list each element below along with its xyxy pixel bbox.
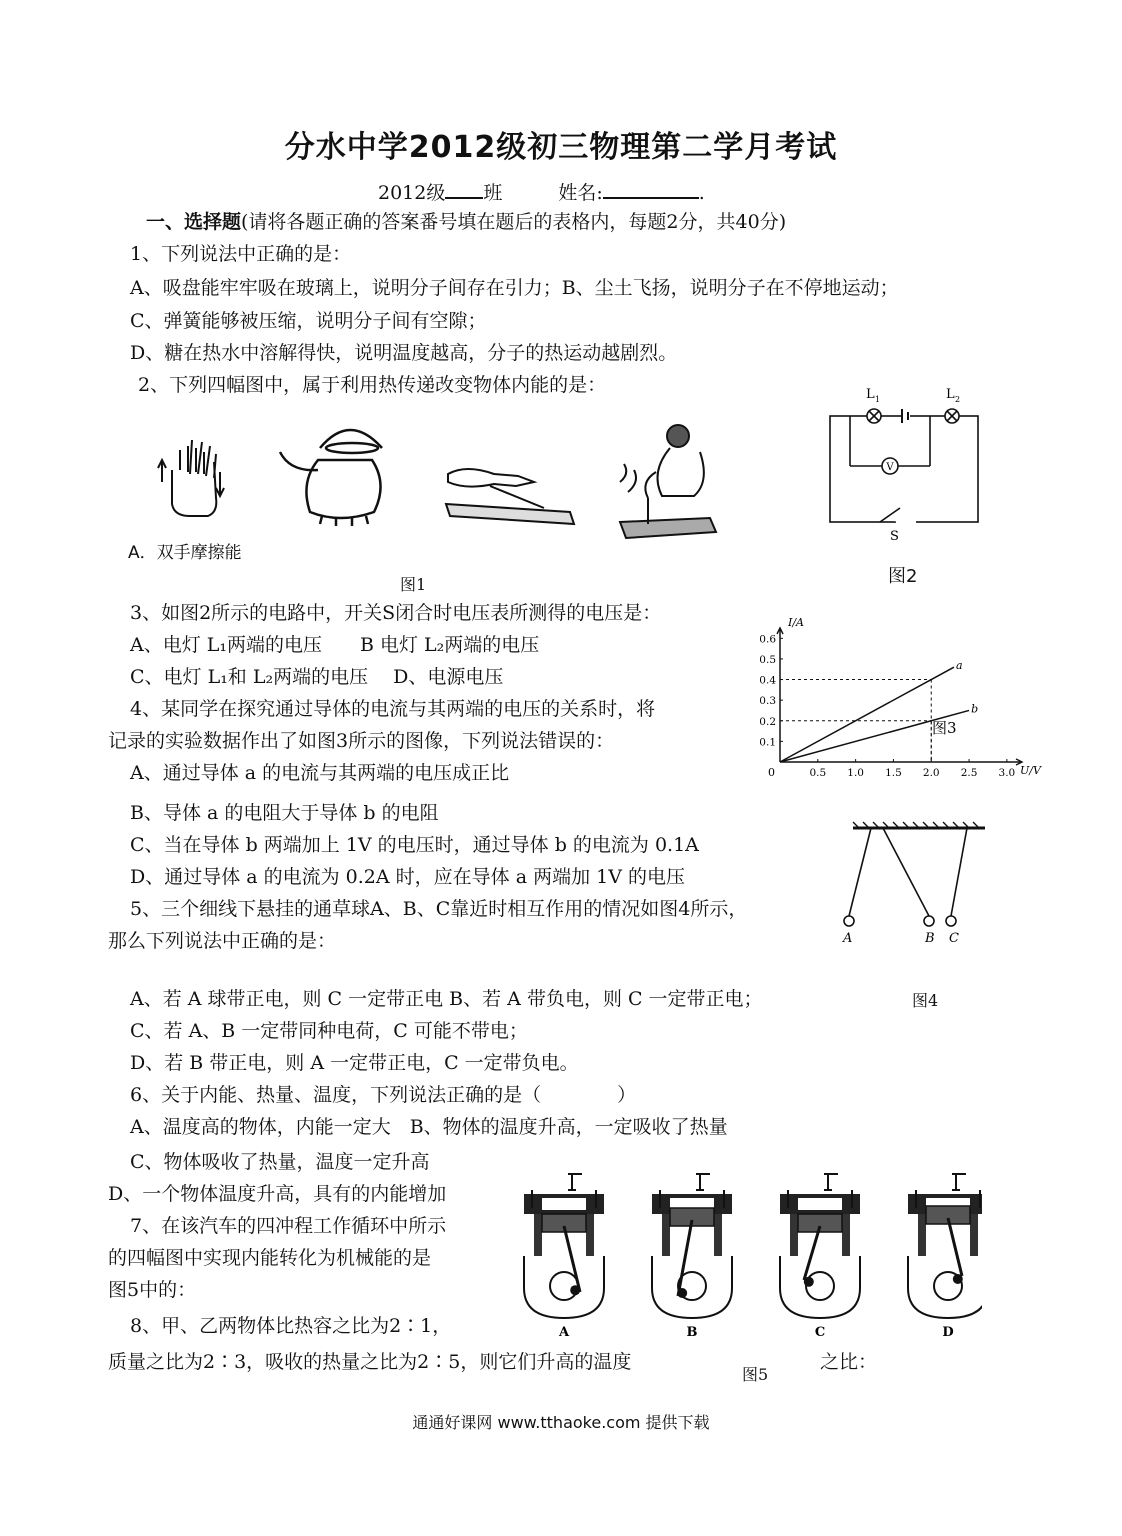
q4-option-a: A、通过导体 a 的电流与其两端的电压成正比	[130, 762, 510, 784]
q7-line-2: 的四幅图中实现内能转化为机械能的是	[108, 1247, 432, 1269]
lamp-l1-label: L	[866, 387, 875, 402]
q5-stem-2: 那么下列说法中正确的是：	[108, 930, 337, 952]
q7-line-3: 图5中的：	[108, 1279, 197, 1301]
figure-3-iu-graph	[758, 612, 1050, 787]
name-label: 姓名:	[558, 182, 603, 204]
engine-label-b: B	[686, 1325, 698, 1340]
fig3-caption: 图3	[932, 719, 957, 737]
q6-stem: 6、关于内能、热量、温度，下列说法正确的是（ ）	[130, 1084, 637, 1106]
chart-x-axis-label: U/V	[1020, 764, 1041, 777]
chart-x-tick-label: 1.5	[885, 767, 902, 779]
ball-b-icon	[924, 916, 934, 926]
q1-option-c: C、弹簧能够被压缩，说明分子间有空隙；	[130, 310, 487, 332]
chart-y-tick-label: 0.5	[759, 653, 776, 666]
switch-label: S	[890, 529, 899, 540]
ball-a-label: A	[843, 931, 853, 946]
fig4-caption: 图4	[912, 991, 939, 1010]
q3-options-cd: C、电灯 L₁和 L₂两端的电压 D、电源电压	[130, 666, 504, 688]
fig5-caption: 图5	[742, 1365, 769, 1384]
q1-stem: 1、下列说法中正确的是：	[130, 243, 352, 265]
class-label: 班	[483, 182, 503, 204]
figure-5-engine-strokes	[512, 1168, 982, 1340]
chart-x-tick-label: 1.0	[847, 767, 864, 779]
chart-y-tick-label: 0.1	[759, 736, 776, 749]
chart-x-tick-label: 3.0	[998, 767, 1016, 779]
q5-options-ab: A、若 A 球带正电，则 C 一定带正电 B、若 A 带负电，则 C 一定带正电；	[130, 988, 763, 1010]
q8-line-3: 之比：	[820, 1351, 878, 1373]
ball-a-icon	[844, 916, 854, 926]
student-info-line: 2012级 班 姓名: .	[378, 178, 705, 205]
fig2-caption: 图2	[888, 566, 918, 587]
q6-options-ab: A、温度高的物体，内能一定大 B、物体的温度升高，一定吸收了热量	[130, 1116, 728, 1138]
voltmeter-icon	[882, 458, 898, 474]
chart-y-tick-label: 0.3	[759, 695, 776, 708]
name-blank[interactable]	[603, 179, 699, 199]
hands-rubbing-icon	[158, 440, 224, 516]
q6-option-d: D、一个物体温度升高，具有的内能增加	[108, 1183, 447, 1205]
voltmeter-label: V	[886, 462, 894, 473]
man-drilling-wood-fire-icon	[620, 425, 716, 538]
q4-option-b: B、导体 a 的电阻大于导体 b 的电阻	[130, 802, 439, 824]
q2-option-a: A．双手摩擦能	[128, 543, 242, 563]
q2-stem: 2、下列四幅图中，属于利用热传递改变物体内能的是：	[138, 374, 607, 396]
figure-2-circuit	[822, 380, 987, 540]
class-blank[interactable]	[445, 179, 483, 199]
q1-option-d: D、糖在热水中溶解得快，说明温度越高，分子的热运动越剧烈。	[130, 342, 678, 364]
lamp-l1-icon	[867, 409, 881, 423]
q4-option-c: C、当在导体 b 两端加上 1V 的电压时，通过导体 b 的电流为 0.1A	[130, 834, 699, 856]
chart-series-label-b: b	[971, 702, 979, 716]
chart-y-tick-label: 0.6	[759, 633, 776, 646]
chart-series-label-a: a	[955, 659, 963, 673]
q7-line-1: 7、在该汽车的四冲程工作循环中所示	[130, 1215, 447, 1237]
section-heading: 一、选择题(请将各题正确的答案番号填在题后的表格内，每题2分，共40分)	[146, 211, 787, 233]
chart-x-tick-label: 2.5	[960, 767, 978, 779]
q8-line-1: 8、甲、乙两物体比热容之比为2∶1，	[130, 1315, 452, 1337]
q8-line-2: 质量之比为2∶3，吸收的热量之比为2∶5，则它们升高的温度	[108, 1351, 632, 1373]
chart-y-axis-label: I/A	[788, 616, 804, 629]
q6-option-c: C、物体吸收了热量，温度一定升高	[130, 1151, 430, 1173]
engine-stroke-d-icon	[908, 1174, 982, 1318]
chart-y-tick-label: 0.4	[759, 674, 776, 687]
ball-c-label: C	[949, 931, 959, 946]
engine-label-c: C	[814, 1325, 826, 1340]
battery-icon	[902, 409, 910, 423]
chart-x-tick-label: 0.5	[809, 767, 827, 779]
svg-text:2: 2	[955, 395, 961, 404]
lamp-l2-icon	[945, 409, 959, 423]
ball-b-label: B	[925, 931, 935, 946]
svg-text:1: 1	[875, 395, 881, 404]
q5-option-d: D、若 B 带正电，则 A 一定带正电，C 一定带负电。	[130, 1052, 579, 1074]
q4-stem-2: 记录的实验数据作出了如图3所示的图像，下列说法错误的：	[108, 730, 615, 752]
q5-stem-1: 5、三个细线下悬挂的通草球A、B、C靠近时相互作用的情况如图4所示，	[130, 898, 748, 920]
engine-stroke-a-icon	[524, 1174, 604, 1318]
grade-label: 2012级	[378, 182, 446, 204]
chart-series-a	[780, 667, 954, 762]
page-title: 分水中学2012级初三物理第二学月考试	[284, 130, 838, 165]
q4-stem-1: 4、某同学在探究通过导体的电流与其两端的电压的关系时，将	[130, 698, 656, 720]
q1-options-ab: A、吸盘能牢牢吸在玻璃上，说明分子间存在引力；B、尘土飞扬，说明分子在不停地运动；	[130, 277, 899, 299]
lamp-l2-label: L	[946, 387, 955, 402]
chart-x-tick-label: 2.0	[922, 767, 940, 779]
engine-stroke-c-icon	[780, 1174, 860, 1318]
engine-label-a: A	[558, 1325, 570, 1340]
q5-option-c: C、若 A、B 一定带同种电荷，C 可能不带电；	[130, 1020, 528, 1042]
footer-source: 通通好课网 www.tthaoke.com 提供下载	[412, 1413, 710, 1432]
kettle-on-fire-icon	[280, 430, 382, 526]
figure-4-pith-balls	[835, 818, 995, 948]
q3-stem: 3、如图2所示的电路中，开关S闭合时电压表所测得的电压是：	[130, 602, 662, 624]
ball-c-icon	[946, 916, 956, 926]
q4-option-d: D、通过导体 a 的电流为 0.2A 时，应在导体 a 两端加 1V 的电压	[130, 866, 685, 888]
figure-1-illustrations	[150, 412, 760, 557]
saw-cutting-wood-icon	[446, 469, 574, 524]
fig1-caption: 图1	[400, 575, 427, 594]
engine-stroke-b-icon	[652, 1174, 732, 1318]
chart-origin-label: 0	[768, 766, 775, 779]
engine-label-d: D	[942, 1325, 954, 1340]
q3-options-ab: A、电灯 L₁两端的电压 B 电灯 L₂两端的电压	[130, 634, 540, 656]
chart-y-tick-label: 0.2	[759, 715, 776, 728]
